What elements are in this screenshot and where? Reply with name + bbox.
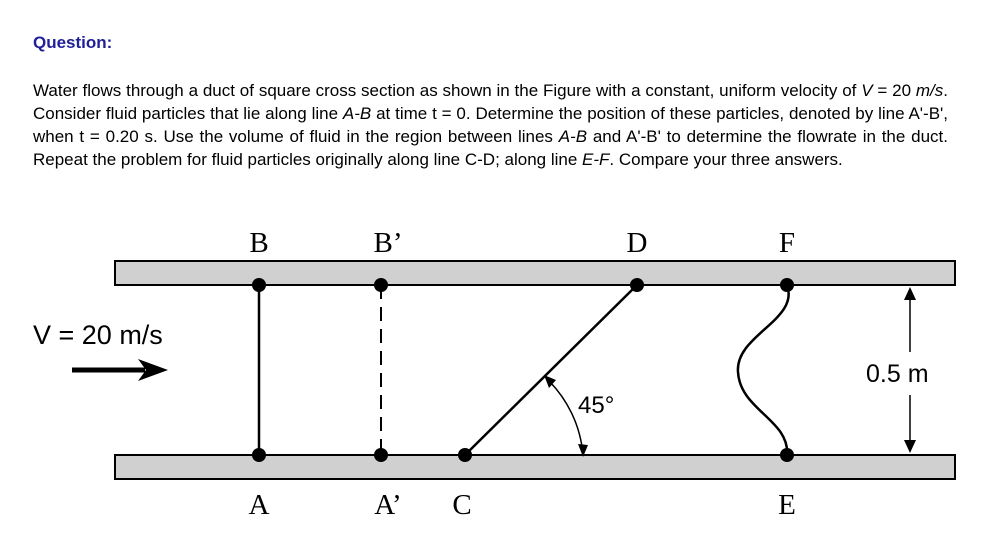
label-f: F — [778, 227, 796, 259]
question-heading: Question: — [33, 33, 113, 52]
line-e-f-curve — [738, 285, 789, 455]
question-text-part: . Consider fluid particles that lie along line — [33, 81, 949, 123]
line-ef-ref: E-F — [582, 150, 610, 169]
question-text-part: at time t = 0. Determine the position of these particles, denoted by line A'-B', when t = 0.20 s. Use the volume of fluid in the region between lines — [33, 104, 948, 146]
point-a-prime — [374, 448, 388, 462]
angle-label: 45° — [578, 392, 615, 419]
point-e — [780, 448, 794, 462]
point-b-prime — [374, 278, 388, 292]
height-arrow-down — [904, 440, 916, 453]
duct-top-wall — [115, 261, 955, 285]
velocity-label: V = 20 m/s — [33, 320, 163, 350]
question-text-part: . Compare your three answers. — [609, 150, 843, 169]
line-c-d — [465, 285, 637, 455]
label-a: A — [248, 489, 270, 521]
line-ab-ref: A-B — [342, 104, 372, 123]
height-arrow-up — [904, 287, 916, 300]
point-f — [780, 278, 794, 292]
velocity-unit: m/s — [915, 81, 944, 100]
duct-bottom-wall — [115, 455, 955, 479]
label-c: C — [452, 489, 472, 521]
velocity-symbol: V — [861, 81, 873, 100]
point-d — [630, 278, 644, 292]
line-ab-ref: A-B — [558, 127, 588, 146]
label-a-prime: A’ — [374, 489, 402, 521]
label-d: D — [626, 227, 648, 259]
point-c — [458, 448, 472, 462]
height-label: 0.5 m — [866, 360, 929, 388]
question-text-part: Water flows through a duct of square cross section as shown in the Figure with a constant, uniform velocity of — [33, 81, 862, 100]
label-b-prime: B’ — [373, 227, 403, 259]
question-text-part: = 20 — [872, 81, 916, 100]
point-b — [252, 278, 266, 292]
label-e: E — [778, 489, 796, 521]
label-b: B — [249, 227, 269, 259]
point-a — [252, 448, 266, 462]
question-text-part: and A'-B' to determine the flowrate in the duct. Repeat the problem for fluid particles originally along line C-D; along line — [33, 127, 948, 169]
